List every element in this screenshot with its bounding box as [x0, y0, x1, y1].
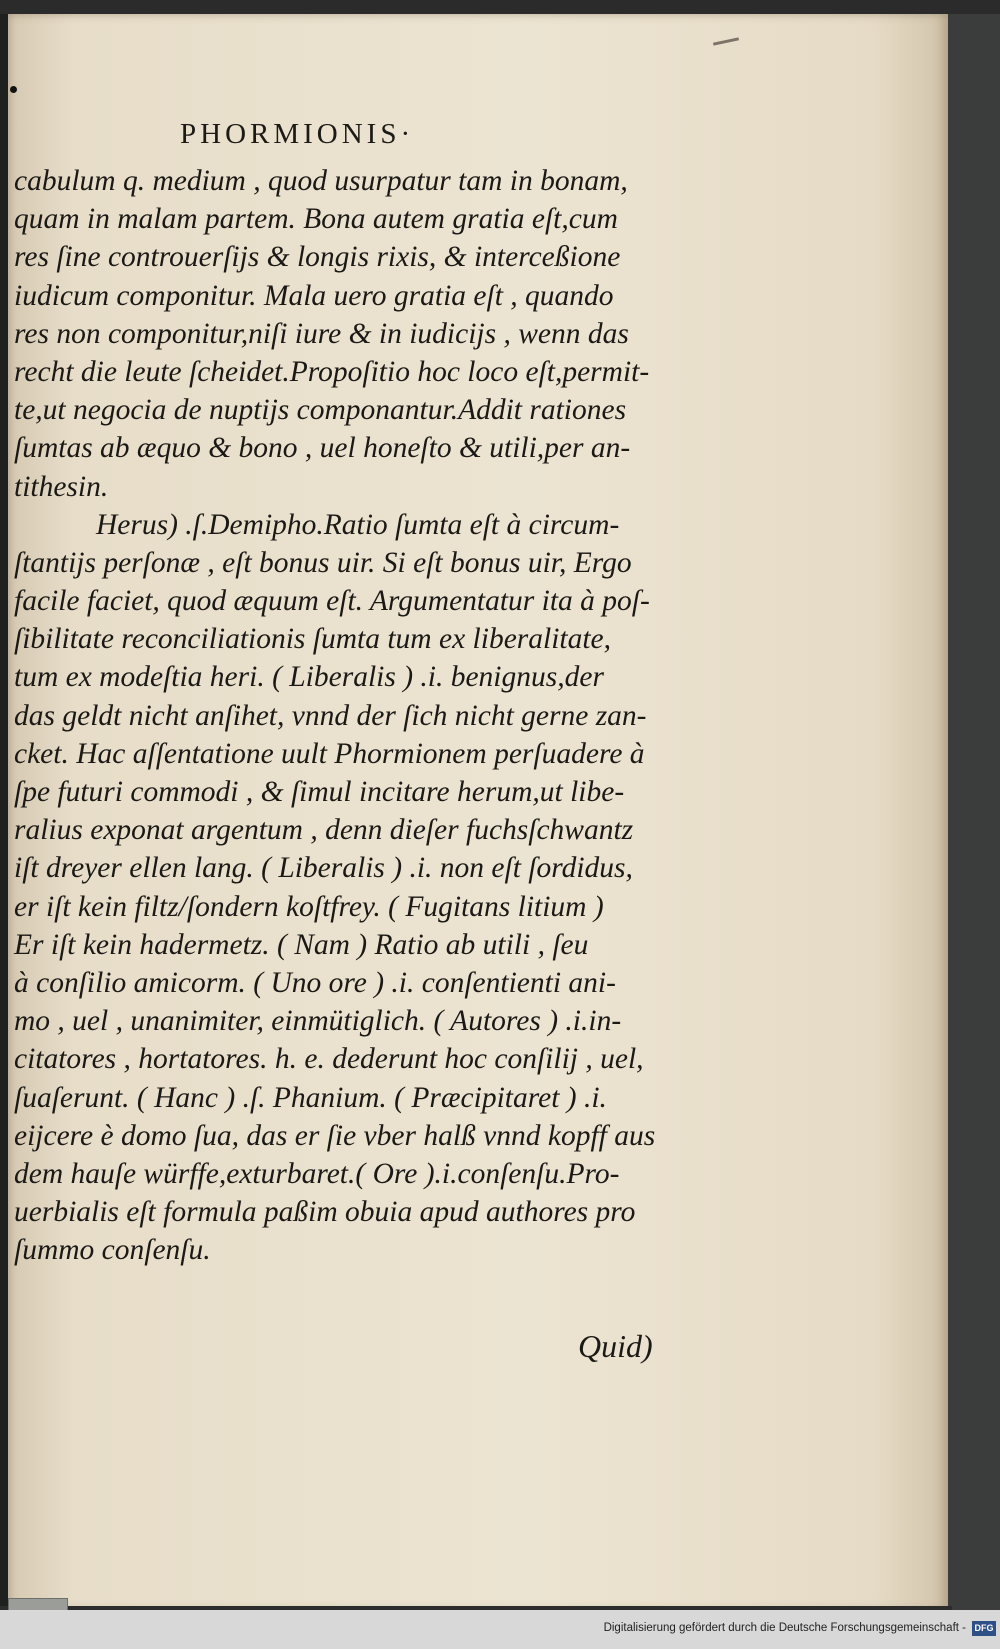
scan-left-border — [0, 14, 8, 1610]
text-line: recht die leute ſcheidet.Propoſitio hoc loco eſt,permit- — [14, 355, 650, 388]
running-head: PHORMIONIS· — [180, 118, 415, 150]
text-line: res non componitur,niſi iure & in iudicijs , wenn das — [14, 317, 629, 350]
text-line: citatores , hortatores. h. e. dederunt hoc conſilij , uel, — [14, 1043, 644, 1076]
text-line: dem hauſe würffe,exturbaret.( Ore ).i.conſenſu.Pro- — [14, 1157, 620, 1190]
text-line: tithesin. — [14, 470, 109, 503]
text-line: ſibilitate reconciliationis ſumta tum ex liberalitate, — [14, 623, 612, 656]
text-line: mo , uel , unanimiter, einmütiglich. ( Autores ) .i.in- — [14, 1005, 622, 1038]
text-line: er iſt kein filtz/ſondern koſtfrey. ( Fugitans litium ) — [14, 890, 604, 923]
catchword: Quid) — [578, 1328, 653, 1364]
text-line: iudicum componitur. Mala uero gratia eſt , quando — [14, 279, 614, 312]
text-line: Herus) .ſ.Demipho.Ratio ſumta eſt à circum- — [96, 508, 620, 541]
text-line: te,ut negocia de nuptijs componantur.Addit rationes — [14, 394, 627, 427]
scan-top-border — [0, 0, 1000, 14]
text-line: ſuaſerunt. ( Hanc ) .ſ. Phanium. ( Præcipitaret ) .i. — [14, 1081, 607, 1114]
text-line: Er iſt kein hadermetz. ( Nam ) Ratio ab utili , ſeu — [14, 928, 589, 961]
text-line: ſummo conſenſu. — [14, 1234, 211, 1267]
text-line: iſt dreyer ellen lang. ( Liberalis ) .i. non eſt ſordidus, — [14, 852, 633, 885]
text-line: cabulum q. medium , quod usurpatur tam in bonam, — [14, 165, 628, 197]
text-line: ſpe futuri commodi , & ſimul incitare herum,ut libe- — [14, 776, 625, 808]
text-line: ſumtas ab æquo & bono , uel honeſto & utili,per an- — [14, 432, 631, 465]
text-line: facile faciet, quod æquum eſt. Argumentatur ita à poſ- — [14, 585, 650, 618]
text-line: à conſilio amicorm. ( Uno ore ) .i. conſentienti ani- — [14, 966, 616, 999]
text-line: das geldt nicht anſihet, vnnd der ſich nicht gerne zan- — [14, 699, 647, 732]
dfg-logo: DFG — [972, 1621, 996, 1636]
ink-dot — [10, 86, 17, 93]
text-line: ſtantijs perſonæ , eſt bonus uir. Si eſt bonus uir, Ergo — [14, 546, 632, 579]
page-body — [14, 162, 684, 1269]
text-line: res ſine controuerſijs & longis rixis, & interceßione — [14, 241, 621, 274]
funding-credit: Digitalisierung gefördert durch die Deutsche Forschungsgemeinschaft - — [603, 1622, 966, 1634]
text-line: ralius exponat argentum , denn dieſer fuchsſchwantz — [14, 814, 634, 847]
text-line: eijcere è domo ſua, das er ſie vber halß vnnd kopff aus — [14, 1119, 656, 1152]
text-line: quam in malam partem. Bona autem gratia eſt,cum — [14, 203, 618, 236]
text-line: uerbialis eſt formula paßim obuia apud authores pro — [14, 1196, 636, 1229]
text-line: tum ex modeſtia heri. ( Liberalis ) .i. benignus,der — [14, 661, 604, 694]
text-line: cket. Hac aſſentatione uult Phormionem perſuadere à — [14, 737, 645, 770]
